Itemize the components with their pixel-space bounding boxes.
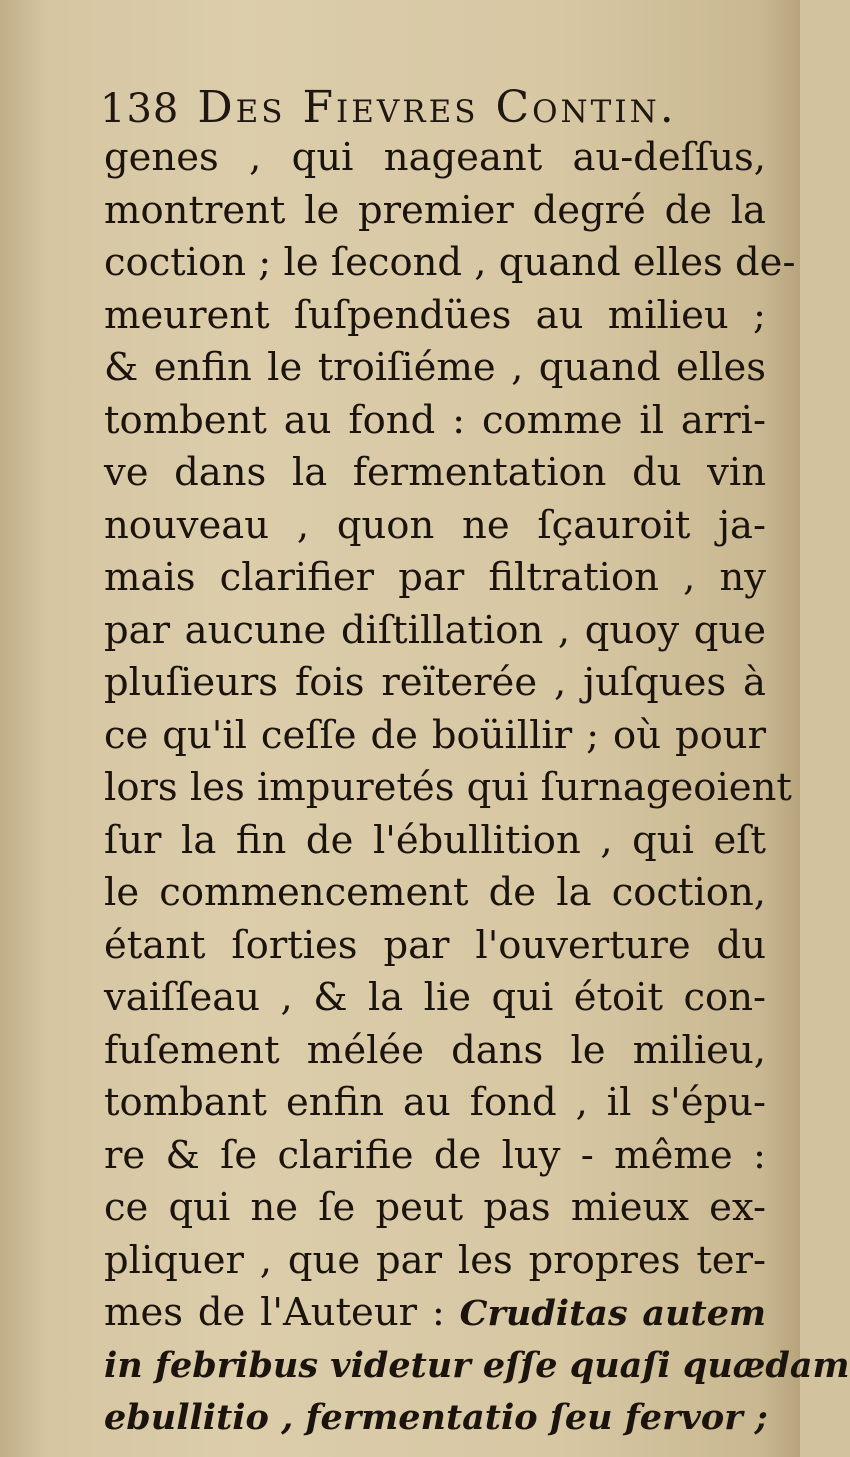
text-line: fuſement mélée dans le milieu, — [104, 1027, 766, 1073]
text-line: tombant enfin au fond , il s'épu- — [104, 1080, 766, 1125]
text-line: pliquer , que par les propres ter- — [104, 1237, 766, 1283]
text-line: montrent le premier degré de la — [104, 187, 766, 233]
text-line: par aucune diſtillation , quoy que — [104, 607, 766, 653]
text-line: ce qu'il ceſſe de boüillir ; où pour — [104, 712, 766, 758]
text-line: mais clarifier par filtration , ny — [104, 555, 766, 600]
text-line: meurent ſuſpendües au milieu ; — [104, 292, 766, 338]
text-line: nouveau , quon ne ſçauroit ja- — [104, 502, 766, 548]
text-line: ce qui ne ſe peut pas mieux ex- — [104, 1185, 766, 1230]
text-line: genes , qui nageant au-deſſus, — [104, 135, 766, 180]
text-line: tombent au fond : comme il arri- — [104, 397, 766, 443]
italic-quote-line: in febribus videtur eſſe quaſi quædam — [104, 1344, 850, 1386]
text-line: & enfin le troiſiéme , quand elles — [104, 345, 766, 390]
text-line: pluſieurs fois reïterée , juſques à — [104, 660, 766, 705]
text-line: le commencement de la coction, — [104, 870, 766, 915]
running-head: Des Fievres Contin. — [197, 82, 677, 133]
body-text — [104, 132, 850, 1445]
italic-quote-line: ebullitio , fermentatio ſeu fervor ; — [104, 1397, 768, 1438]
text-line: lors les impuretés qui ſurnageoient — [104, 765, 792, 810]
text-line: ve dans la fermentation du vin — [104, 450, 766, 495]
text-line: vaiſſeau , & la lie qui étoit con- — [104, 975, 766, 1020]
text-line: coction ; le ſecond , quand elles de- — [104, 240, 796, 285]
text-line: étant ſorties par l'ouverture du — [104, 922, 766, 968]
text-line: re & ſe clarifie de luy - même : — [104, 1132, 766, 1178]
text-line: ſur la fin de l'ébullition , qui eſt — [104, 817, 766, 863]
roman-segment: mes de l'Auteur : — [104, 1290, 460, 1335]
italic-quote-start: Cruditas autem — [459, 1293, 766, 1334]
text-line-mixed — [104, 1287, 766, 1340]
page-number: 138 — [100, 86, 180, 132]
